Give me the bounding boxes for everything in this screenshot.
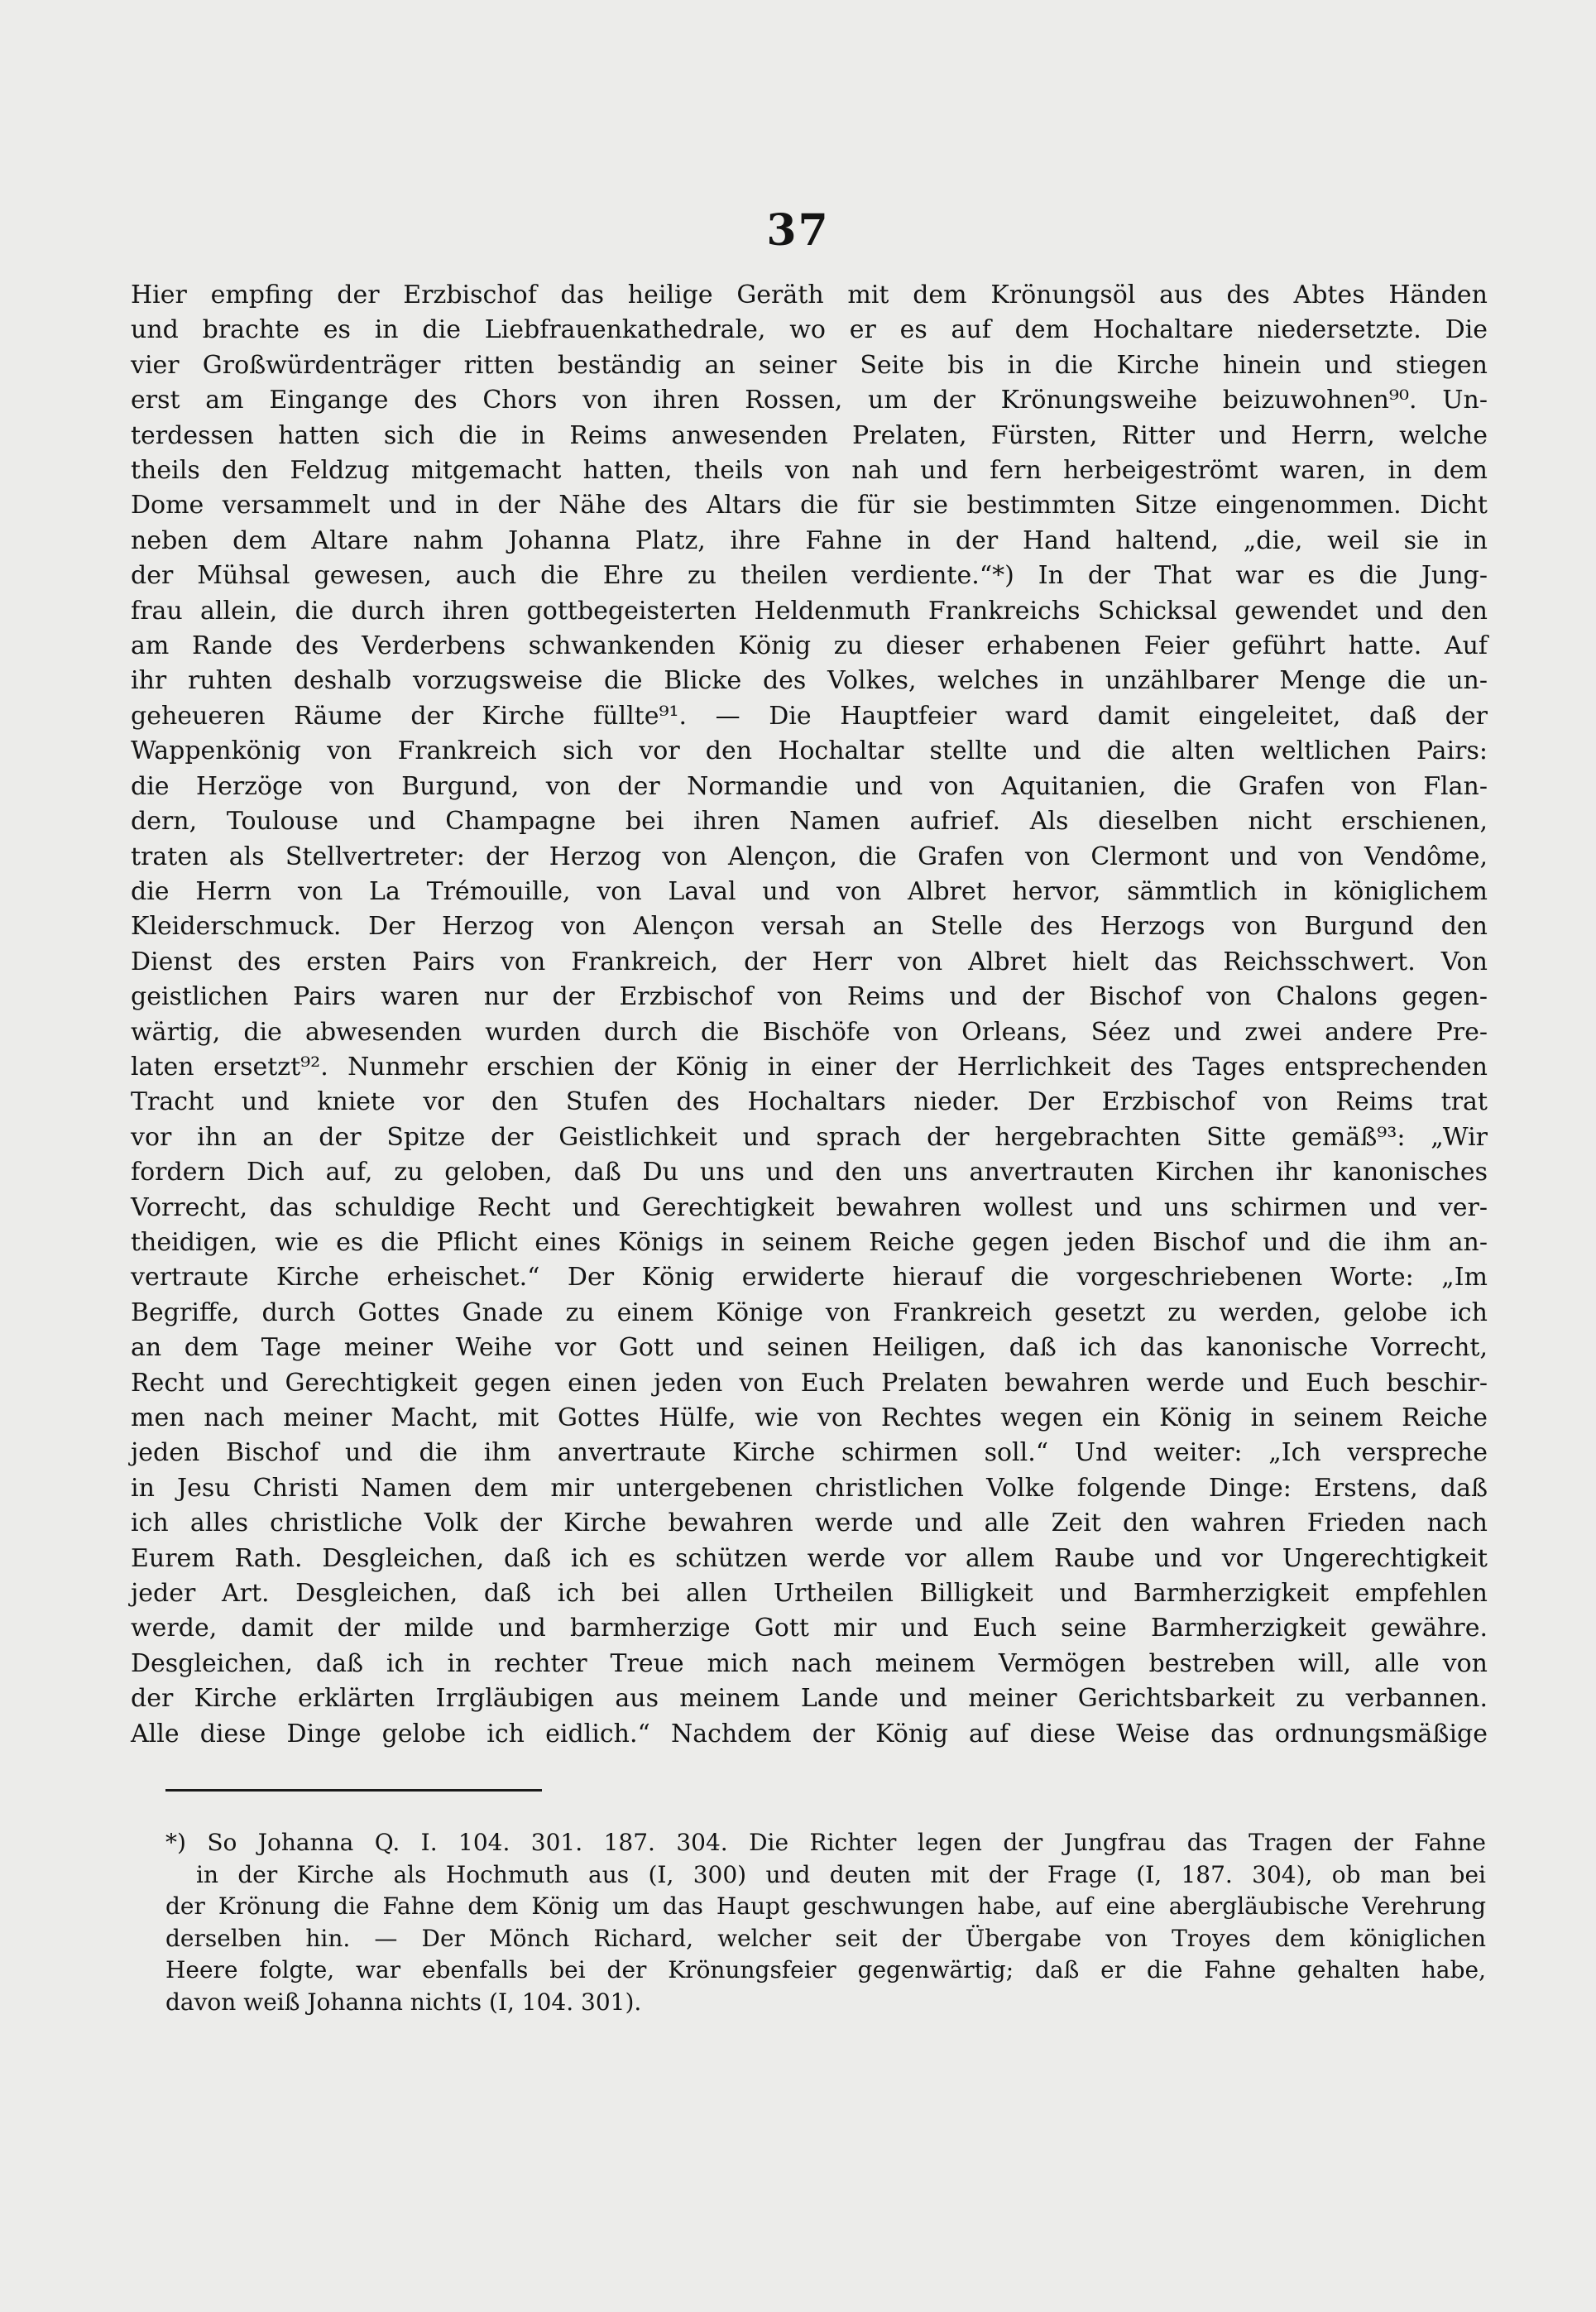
text-line: die Herzöge von Burgund, von der Normandie und von Aquitanien, die Grafen von Flan- — [131, 771, 1488, 801]
text-line: Alle diese Dinge gelobe ich eidlich.“ Nachdem der König auf diese Weise das ordnungsmäßige — [131, 1719, 1488, 1748]
text-line: die Herrn von La Trémouille, von Laval und von Albret hervor, sämmtlich in königlichem — [131, 876, 1488, 906]
text-line: ihr ruhten deshalb vorzugsweise die Blicke des Volkes, welches in unzählbarer Menge die un- — [131, 666, 1488, 696]
main-text — [131, 278, 1488, 1752]
text-line: frau allein, die durch ihren gottbegeisterten Heldenmuth Frankreichs Schicksal gewendet und den — [131, 596, 1488, 626]
text-line: werde, damit der milde und barmherzige Gott mir und Euch seine Barmherzigkeit gewähre. — [131, 1614, 1488, 1643]
text-line: wärtig, die abwesenden wurden durch die Bischöfe von Orleans, Séez und zwei andere Pre- — [131, 1017, 1488, 1047]
text-line: ich alles christliche Volk der Kirche bewahren werde und alle Zeit den wahren Frieden nach — [131, 1509, 1488, 1538]
footnote-line: davon weiß Johanna nichts (I, 104. 301). — [165, 1988, 642, 2016]
text-line: Dienst des ersten Pairs von Frankreich, der Herr von Albret hielt das Reichsschwert. Von — [131, 947, 1488, 976]
text-line: in Jesu Christi Namen dem mir untergebenen christlichen Volke folgende Dinge: Erstens, daß — [131, 1473, 1488, 1503]
text-line: Begriffe, durch Gottes Gnade zu einem Könige von Frankreich gesetzt zu werden, gelobe ich — [131, 1298, 1488, 1327]
footnote-line: derselben hin. — Der Mönch Richard, welcher seit der Übergabe von Troyes dem königlichen — [165, 1924, 1486, 1952]
footnote-line: in der Kirche als Hochmuth aus (I, 300) und deuten mit der Frage (I, 187. 304), ob man bei — [196, 1860, 1486, 1888]
footnote-line: Heere folgte, war ebenfalls bei der Krönungsfeier gegenwärtig; daß er die Fahne gehalten habe, — [165, 1956, 1486, 1984]
text-line: fordern Dich auf, zu geloben, daß Du uns und den uns anvertrauten Kirchen ihr kanonisches — [131, 1158, 1488, 1187]
text-line: Vorrecht, das schuldige Recht und Gerechtigkeit bewahren wollest und uns schirmen und ver- — [131, 1192, 1488, 1222]
text-line: der Kirche erklärten Irrgläubigen aus meinem Lande und meiner Gerichtsbarkeit zu verbannen. — [131, 1684, 1488, 1714]
text-line: erst am Eingange des Chors von ihren Rossen, um der Krönungsweihe beizuwohnen⁹⁰. Un- — [131, 386, 1488, 415]
text-line: vor ihn an der Spitze der Geistlichkeit und sprach der hergebrachten Sitte gemäß⁹³: „Wir — [131, 1122, 1488, 1152]
text-line: Recht und Gerechtigkeit gegen einen jeden von Euch Prelaten bewahren werde und Euch beschir- — [131, 1368, 1488, 1398]
text-line: jeden Bischof und die ihm anvertraute Kirche schirmen soll.“ Und weiter: „Ich verspreche — [131, 1438, 1488, 1468]
text-line: geistlichen Pairs waren nur der Erzbischof von Reims und der Bischof von Chalons gegen- — [131, 982, 1488, 1012]
text-line: terdessen hatten sich die in Reims anwesenden Prelaten, Fürsten, Ritter und Herrn, welche — [131, 420, 1488, 450]
text-line: neben dem Altare nahm Johanna Platz, ihre Fahne in der Hand haltend, „die, weil sie in — [131, 525, 1488, 555]
text-line: theils den Feldzug mitgemacht hatten, theils von nah und fern herbeigeströmt waren, in dem — [131, 456, 1488, 486]
footnote-separator — [165, 1789, 542, 1792]
text-line: Desgleichen, daß ich in rechter Treue mich nach meinem Vermögen bestreben will, alle von — [131, 1648, 1488, 1678]
text-line: men nach meiner Macht, mit Gottes Hülfe, wie von Rechtes wegen ein König in seinem Reiche — [131, 1403, 1488, 1432]
footnote — [165, 1827, 1486, 2019]
text-line: der Mühsal gewesen, auch die Ehre zu theilen verdiente.“*) In der That war es die Jung- — [131, 561, 1488, 591]
text-line: laten ersetzt⁹². Nunmehr erschien der König in einer der Herrlichkeit des Tages entsprechenden — [131, 1052, 1488, 1082]
text-line: Eurem Rath. Desgleichen, daß ich es schützen werde vor allem Raube und vor Ungerechtigkeit — [131, 1543, 1488, 1573]
text-line: Wappenkönig von Frankreich sich vor den Hochaltar stellte und die alten weltlichen Pairs: — [131, 736, 1488, 766]
text-line: geheueren Räume der Kirche füllte⁹¹. — Die Hauptfeier ward damit eingeleitet, daß der — [131, 701, 1488, 731]
text-line: theidigen, wie es die Pflicht eines Königs in seinem Reiche gegen jeden Bischof und die ihm an- — [131, 1227, 1488, 1257]
text-line: vier Großwürdenträger ritten beständig an seiner Seite bis in die Kirche hinein und stiegen — [131, 350, 1488, 380]
text-line: traten als Stellvertreter: der Herzog von Alençon, die Grafen von Clermont und von Vendôme, — [131, 842, 1488, 871]
page-number: 37 — [766, 205, 830, 256]
text-line: an dem Tage meiner Weihe vor Gott und seinen Heiligen, daß ich das kanonische Vorrecht, — [131, 1333, 1488, 1363]
text-line: dern, Toulouse und Champagne bei ihren Namen aufrief. Als dieselben nicht erschienen, — [131, 807, 1488, 837]
text-line: Tracht und kniete vor den Stufen des Hochaltars nieder. Der Erzbischof von Reims trat — [131, 1087, 1488, 1117]
text-line: und brachte es in die Liebfrauenkathedrale, wo er es auf dem Hochaltare niedersetzte. Die — [131, 315, 1488, 345]
footnote-line: der Krönung die Fahne dem König um das Haupt geschwungen habe, auf eine abergläubische Verehrung — [165, 1892, 1486, 1921]
text-line: am Rande des Verderbens schwankenden König zu dieser erhabenen Feier geführt hatte. Auf — [131, 631, 1488, 661]
footnote-line: *) So Johanna Q. I. 104. 301. 187. 304. Die Richter legen der Jungfrau das Tragen der Fahne — [165, 1829, 1486, 1856]
text-line: jeder Art. Desgleichen, daß ich bei allen Urtheilen Billigkeit und Barmherzigkeit empfehlen — [131, 1579, 1488, 1609]
text-line: vertraute Kirche erheischet.“ Der König erwiderte hierauf die vorgeschriebenen Worte: „Im — [131, 1263, 1488, 1293]
text-line: Hier empfing der Erzbischof das heilige Geräth mit dem Krönungsöl aus des Abtes Händen — [131, 281, 1488, 309]
text-line: Kleiderschmuck. Der Herzog von Alençon versah an Stelle des Herzogs von Burgund den — [131, 912, 1488, 942]
text-line: Dome versammelt und in der Nähe des Altars die für sie bestimmten Sitze eingenommen. Dicht — [131, 491, 1488, 520]
